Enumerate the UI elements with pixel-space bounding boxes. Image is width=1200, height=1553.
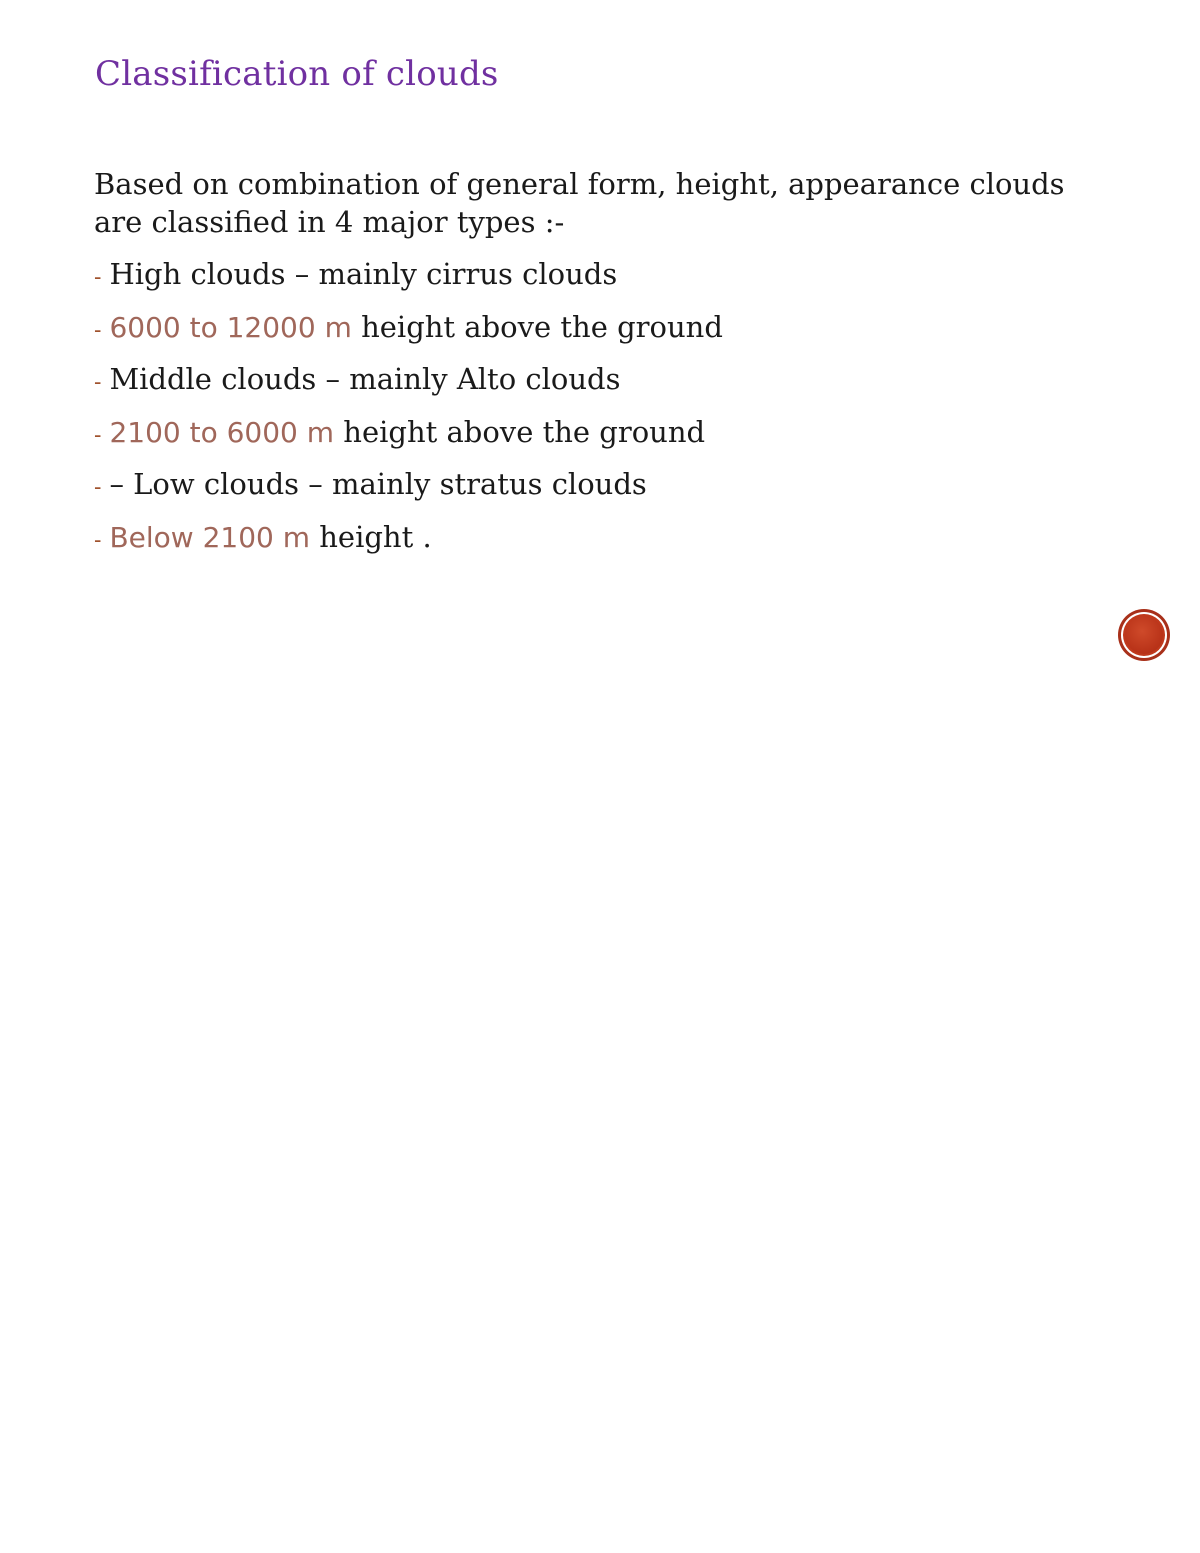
list-item [94, 464, 723, 517]
bullet-text: High clouds – mainly cirrus clouds [109, 257, 618, 291]
list-item [94, 359, 723, 412]
list-item [94, 254, 723, 307]
bullet-accent: 2100 to 6000 m [109, 415, 335, 449]
bullet-dash: - [94, 422, 102, 448]
cloud-type-list [94, 254, 723, 569]
bullet-dash: - [94, 265, 102, 290]
bullet-dash: - [94, 527, 102, 553]
bullet-accent: Below 2100 m [109, 520, 311, 554]
intro-paragraph: Based on combination of general form, height, appearance clouds are classified in 4 major types :- [94, 167, 1065, 239]
bullet-text: Middle clouds – mainly Alto clouds [109, 362, 621, 396]
page-title: Classification of clouds [95, 54, 499, 94]
bullet-text: height above the ground [351, 309, 723, 344]
bullet-dash: - [94, 370, 102, 395]
list-item [94, 412, 723, 465]
bullet-text: height above the ground [334, 414, 706, 449]
list-item [94, 307, 723, 360]
red-circle-icon[interactable] [1121, 612, 1167, 658]
bullet-dash: - [94, 317, 102, 343]
bullet-text: – Low clouds – mainly stratus clouds [109, 467, 647, 501]
bullet-text: height . [310, 519, 432, 554]
bullet-dash: - [94, 475, 102, 500]
list-item [94, 517, 723, 570]
bullet-accent: 6000 to 12000 m [109, 310, 352, 344]
